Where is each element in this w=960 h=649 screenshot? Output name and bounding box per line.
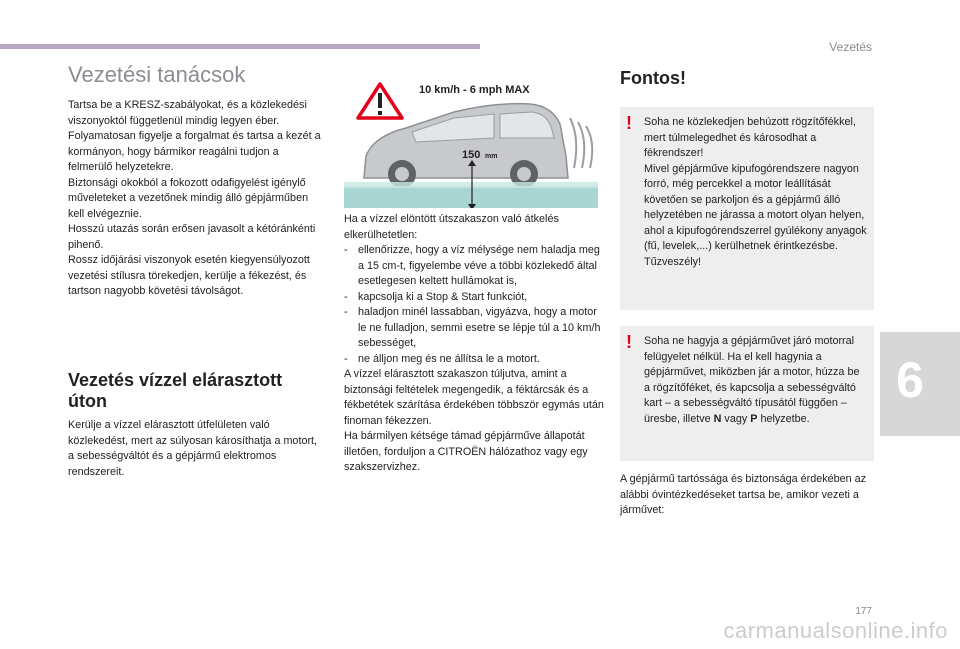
crossing-after-1: A vízzel elárasztott szakaszon túljutva, amint a biztonsági feltételek megengedik, a féktárcsák és a fékbetétek szárítása érdekében többször egymás után finoman fékezzen. <box>344 368 604 427</box>
warning-triangle-icon <box>358 84 402 118</box>
crossing-text <box>344 212 606 476</box>
warning-paragraph <box>644 334 868 427</box>
page-number: 177 <box>855 606 872 617</box>
warning-text-part: Soha ne hagyja a gépjárművet járó motorral felügyelet nélkül. Ha el kell hagynia a gépjárművet, miközben jár a motor, húzza be a rögzítőféket, és kapcsolja a sebességváltó kart – a sebességváltó típusától függően – üresbe, illetve <box>644 335 860 425</box>
list-item: - ellenőrizze, hogy a víz mélysége nem haladja meg a 15 cm-t, figyelembe véve a többi közlekedő által esetlegesen keltett hullámokat is, <box>344 243 606 290</box>
flooded-intro: Kerülje a vízzel elárasztott útfelületen való közlekedést, mert az súlyosan károsíthatja a motort, a sebességváltót és a gépjármű elektromos rendszereit. <box>68 419 318 478</box>
speed-limit-label: 10 km/h - 6 mph MAX <box>419 84 530 96</box>
tips-line: Rossz időjárási viszonyok esetén kiegyensúlyozott vezetési stílusra törekedjen, kerülje a fékezést, és tartson nagyobb követési távolságot. <box>68 254 310 297</box>
warning-text-part: vagy <box>721 412 751 425</box>
header-accent-bar <box>0 44 480 49</box>
warning-text-part: helyzetbe. <box>757 412 810 425</box>
section-header: Vezetés <box>829 40 872 54</box>
warning-box-brake <box>620 107 874 310</box>
flooded-title: Vezetés vízzel elárasztott úton <box>68 370 283 411</box>
crossing-list <box>344 243 606 367</box>
gear-n-label: N <box>713 412 722 425</box>
chapter-number: 6 <box>896 352 924 408</box>
warning-paragraph: Mivel gépjárműve kipufogórendszere nagyon forró, még percekkel a motor leállítását követően se parkoljon és a gépjármű álló helyzetében ne járassa a motort olyan helyen, ahol a kipufogórendszerrel gyúlékony anyagok (fű, levelek,...) kerülhetnek érintkezésbe. Tűzveszély! <box>644 162 867 268</box>
tips-line: Folyamatosan figyelje a forgalmat és tartsa a kezét a kormányon, hogy bármikor reagálni tudjon a felmerülő helyzetekre. <box>68 130 321 173</box>
watermark: carmanualsonline.info <box>723 618 948 643</box>
flood-car-figure <box>344 78 598 208</box>
gear-p-label: P <box>750 412 758 425</box>
list-item: - kapcsolja ki a Stop & Start funkciót, <box>344 290 606 306</box>
depth-value: 150 <box>462 149 481 161</box>
crossing-intro: Ha a vízzel elöntött útszakaszon való átkelés elkerülhetetlen: <box>344 213 559 241</box>
list-item: - haladjon minél lassabban, vigyázva, hogy a motor le ne fulladjon, semmi esetre se lépje túl a 10 km/h sebességet, <box>344 305 606 352</box>
exclamation-icon: ! <box>626 113 632 133</box>
list-item: - ne álljon meg és ne állítsa le a motort. <box>344 352 606 368</box>
crossing-after-2: Ha bármilyen kétsége támad gépjárműve állapotát illetően, forduljon a CITROËN hálózathoz vagy egy szakszervizhez. <box>344 430 588 473</box>
tips-title: Vezetési tanácsok <box>68 62 246 87</box>
warning-box-engine <box>620 326 874 461</box>
warning-paragraph: Soha ne közlekedjen behúzott rögzítőfékkel, mert túlmelegedhet és károsodhat a fékrendszer! <box>644 116 856 159</box>
exclamation-icon: ! <box>626 332 632 352</box>
tips-line: Tartsa be a KRESZ-szabályokat, és a közlekedési viszonyoktól függetlenül mindig legyen éber. <box>68 99 307 127</box>
water-surface <box>344 182 598 188</box>
warning-text <box>644 115 868 270</box>
tips-line: Hosszú utazás során erősen javasolt a kétóránkénti pihenő. <box>68 223 316 251</box>
important-title: Fontos! <box>620 68 686 88</box>
motion-lines <box>570 118 592 168</box>
closing-text: A gépjármű tartóssága és biztonsága érdekében az alábbi óvintézkedéseket tartsa be, amikor vezeti a járművet: <box>620 473 867 516</box>
depth-unit: mm <box>485 153 498 160</box>
tips-body <box>68 98 326 300</box>
warning-text <box>644 334 868 427</box>
tips-line: Biztonsági okokból a fokozott odafigyelést igénylő műveleteket a vezetőnek mindig álló gépjárműben kell elvégeznie. <box>68 176 309 220</box>
